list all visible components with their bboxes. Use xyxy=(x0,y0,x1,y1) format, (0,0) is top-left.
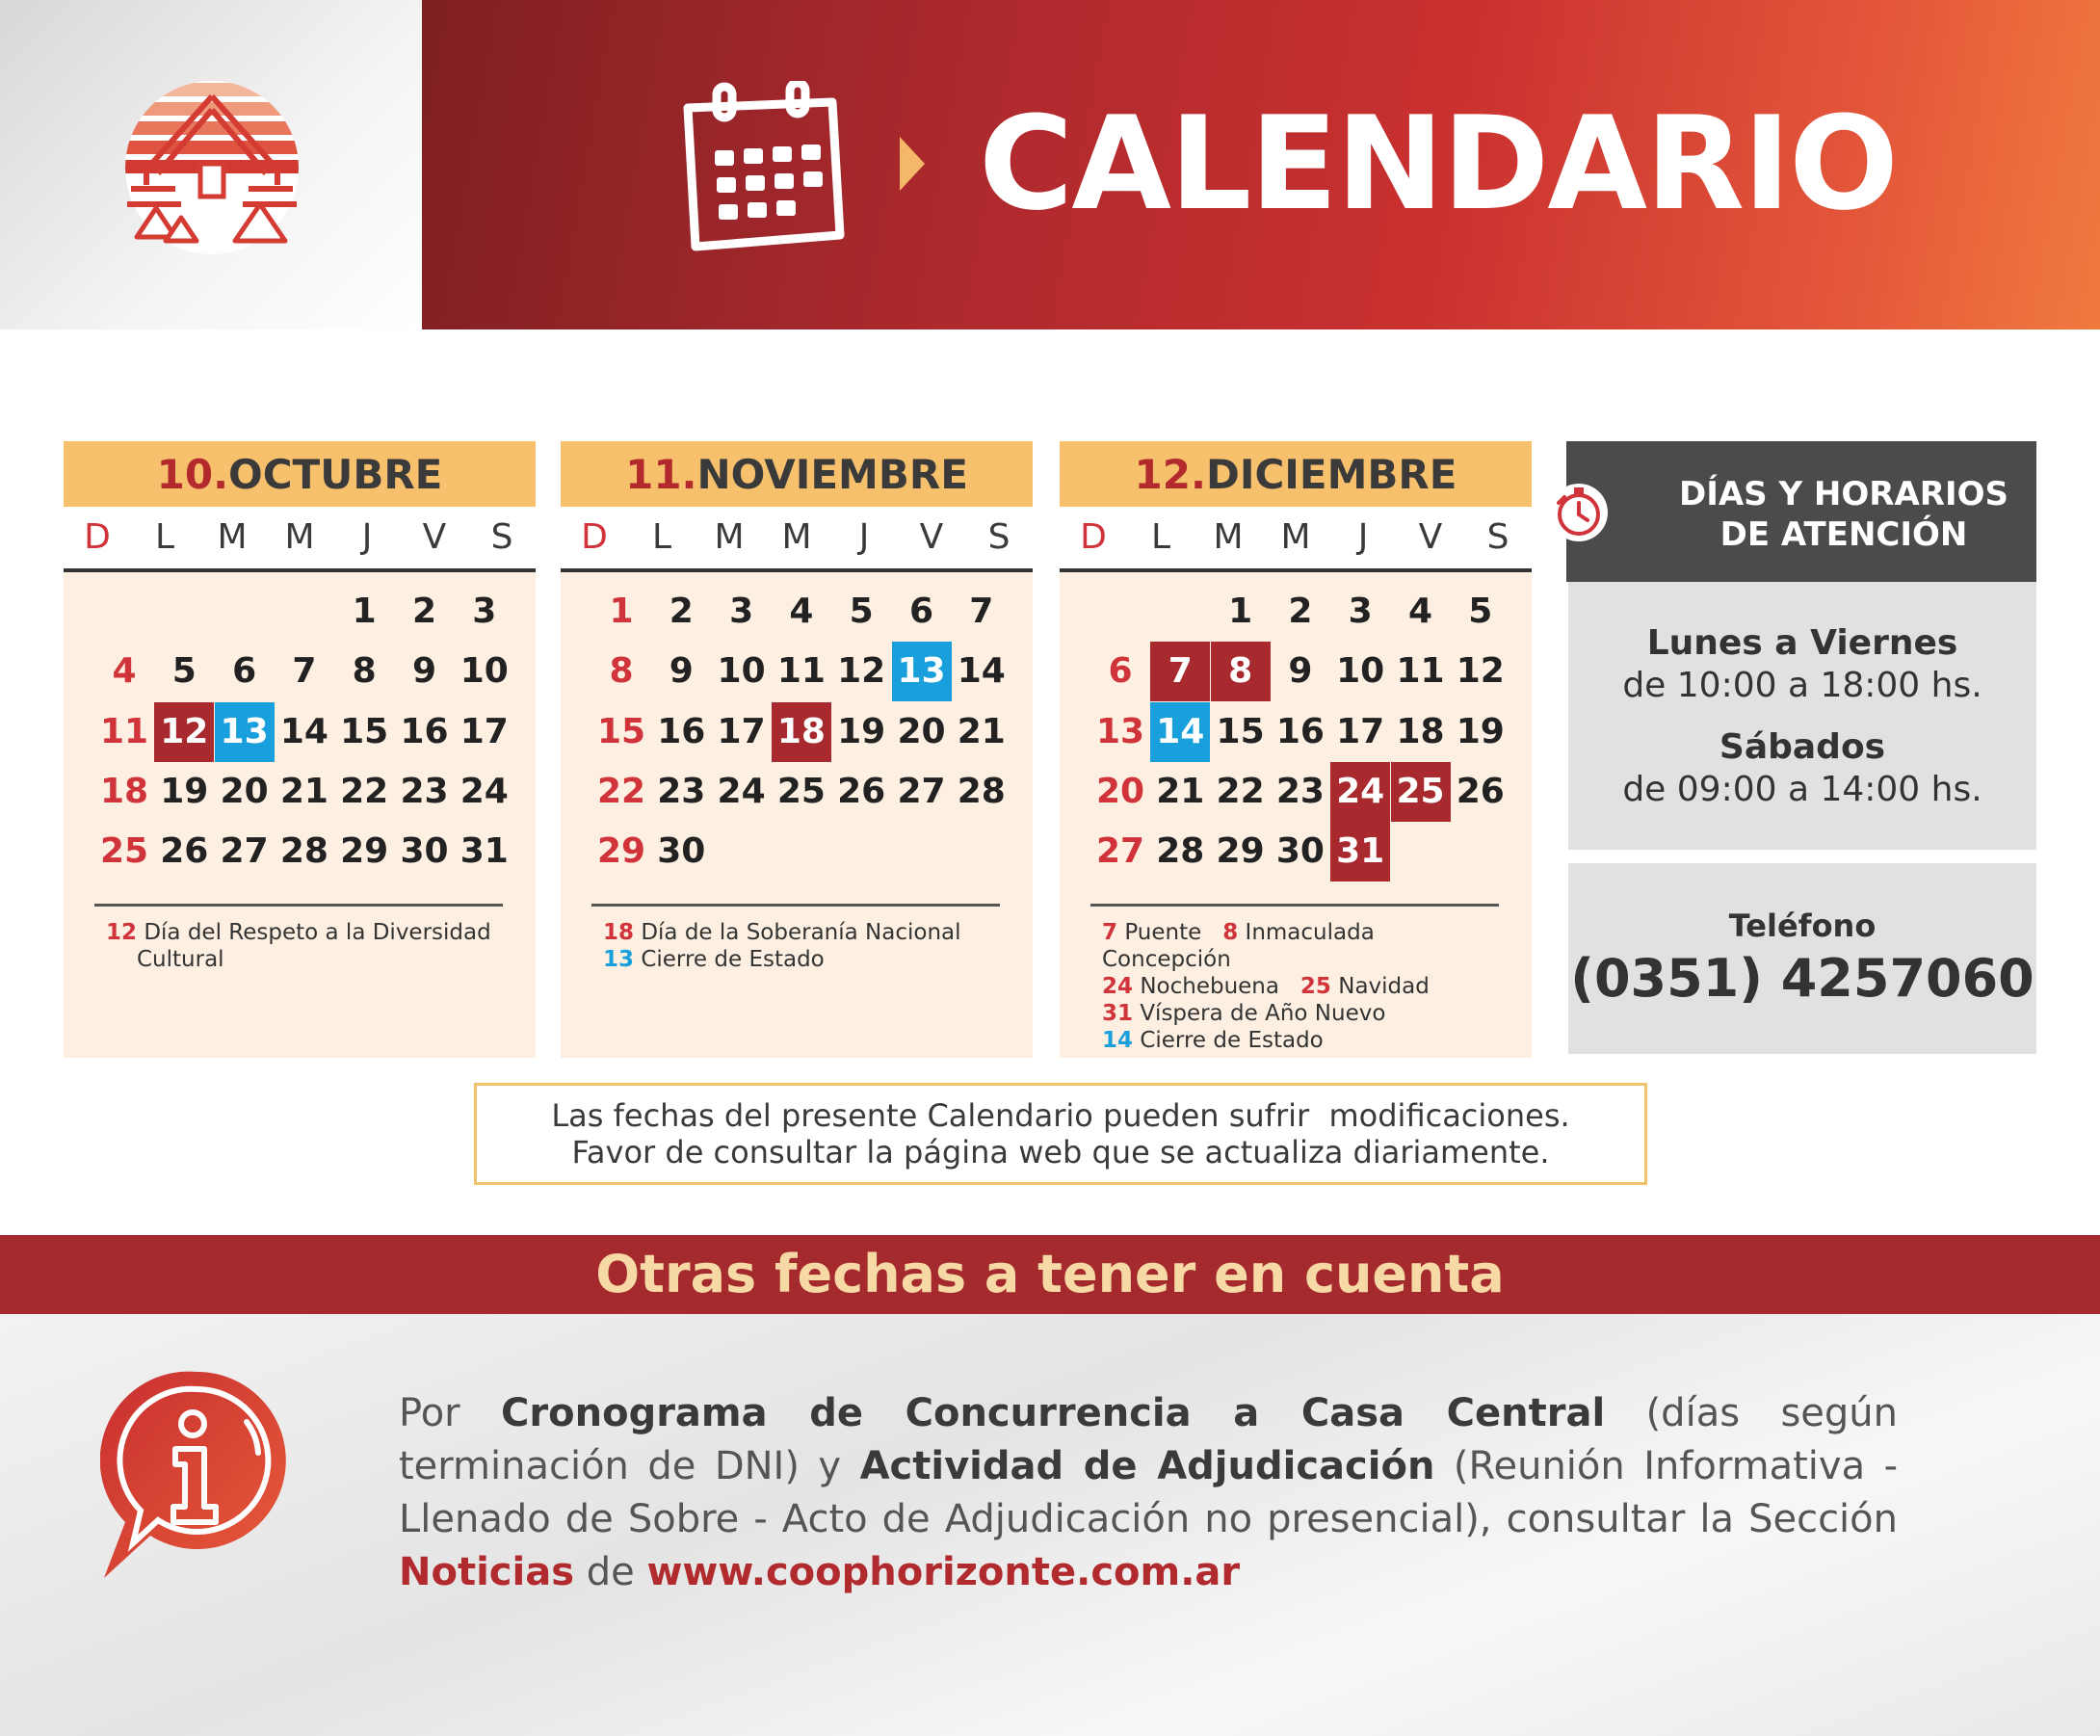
holiday-note: 14 Cierre de Estado xyxy=(1102,1028,1324,1053)
day-cell: 14 xyxy=(957,651,1006,692)
weekday-header xyxy=(1060,507,1532,568)
day-cell: 25 xyxy=(1391,762,1451,822)
day-cell: 12 xyxy=(1456,651,1505,692)
month-title xyxy=(1060,441,1532,507)
weekday-label: D xyxy=(1080,517,1107,557)
noticias-link[interactable]: Noticias xyxy=(399,1550,575,1594)
day-cell: 28 xyxy=(279,831,328,872)
notes-divider xyxy=(591,904,1000,907)
day-cell: 26 xyxy=(837,771,886,811)
day-cell: 27 xyxy=(897,771,946,811)
weekdays-time: de 10:00 a 18:00 hs. xyxy=(1622,666,1982,705)
month-title xyxy=(64,441,536,507)
day-cell: 22 xyxy=(1216,771,1265,811)
holiday-notes xyxy=(603,919,1008,973)
day-cell: 3 xyxy=(1348,592,1373,631)
holiday-note: 7 Puente 8 Inmaculada Concepción xyxy=(1102,920,1375,972)
saturday-label: Sábados xyxy=(1719,727,1886,767)
day-cell: 7 xyxy=(1150,642,1210,701)
day-cell: 3 xyxy=(472,592,497,631)
day-cell: 18 xyxy=(99,771,149,811)
day-cell: 20 xyxy=(897,711,946,751)
chevron-right-icon xyxy=(898,135,927,193)
day-cell: 24 xyxy=(459,771,509,811)
info-icon xyxy=(100,1364,293,1588)
day-cell: 21 xyxy=(1156,771,1205,811)
day-cell: 15 xyxy=(1216,711,1265,751)
weekday-label: M xyxy=(217,517,248,557)
text-part: de xyxy=(574,1550,647,1594)
weekdays-label: Lunes a Viernes xyxy=(1646,623,1958,663)
weekday-label: M xyxy=(284,517,315,557)
weekday-label: M xyxy=(1213,517,1244,557)
text-bold: Actividad de Adjudicación xyxy=(859,1444,1435,1488)
day-cell: 13 xyxy=(1095,711,1145,751)
day-cell: 17 xyxy=(459,711,509,751)
day-cell: 10 xyxy=(1336,651,1385,692)
day-cell: 24 xyxy=(1330,762,1390,822)
hours-title-line2: DE ATENCIÓN xyxy=(1719,515,1968,554)
day-cell: 17 xyxy=(717,711,766,751)
day-cell: 16 xyxy=(400,711,449,751)
day-cell: 31 xyxy=(459,831,509,872)
hours-header xyxy=(1566,441,2036,582)
day-cell: 17 xyxy=(1336,711,1385,751)
weekday-label: J xyxy=(858,517,870,557)
weekday-label: D xyxy=(581,517,608,557)
month-days xyxy=(561,572,1033,1058)
holiday-note-continued: Cultural xyxy=(137,947,224,972)
day-cell: 26 xyxy=(160,831,209,872)
day-cell: 22 xyxy=(596,771,646,811)
calendar-december xyxy=(1060,441,1532,1058)
day-cell: 16 xyxy=(1275,711,1325,751)
calendar-october xyxy=(64,441,536,1058)
day-cell: 8 xyxy=(609,651,634,692)
day-cell: 15 xyxy=(340,711,389,751)
weekday-label: L xyxy=(651,517,672,557)
weekday-label: M xyxy=(781,517,812,557)
day-cell: 6 xyxy=(232,651,257,692)
weekday-label: S xyxy=(490,517,513,557)
day-cell: 27 xyxy=(220,831,269,872)
weekday-label: L xyxy=(154,517,175,557)
day-cell: 9 xyxy=(411,651,437,692)
weekday-label: V xyxy=(422,517,447,557)
day-cell: 25 xyxy=(776,771,826,811)
weekday-label: D xyxy=(84,517,111,557)
day-cell: 27 xyxy=(1095,831,1145,872)
day-cell: 16 xyxy=(657,711,706,751)
day-cell: 18 xyxy=(772,702,831,762)
other-dates-text xyxy=(399,1387,1898,1599)
weekday-label: J xyxy=(1357,517,1369,557)
calendar-icon xyxy=(674,81,848,254)
hours-body xyxy=(1568,582,2036,850)
month-name: OCTUBRE xyxy=(228,451,443,498)
phone-box xyxy=(1568,863,2036,1054)
day-cell: 5 xyxy=(849,592,874,631)
day-cell: 8 xyxy=(352,651,377,692)
weekday-label: S xyxy=(1486,517,1509,557)
notice-line1: Las fechas del presente Calendario pueden sufrir modificaciones. xyxy=(551,1097,1570,1134)
hours-title-line1: DÍAS Y HORARIOS xyxy=(1678,475,2009,513)
weekday-label: L xyxy=(1150,517,1171,557)
weekday-label: M xyxy=(1280,517,1311,557)
day-cell: 1 xyxy=(352,592,377,631)
day-cell: 22 xyxy=(340,771,389,811)
month-days xyxy=(1060,572,1532,1058)
day-cell: 19 xyxy=(1456,711,1505,751)
day-cell: 28 xyxy=(1156,831,1205,872)
day-cell: 9 xyxy=(1288,651,1313,692)
day-cell: 11 xyxy=(1396,651,1445,692)
day-cell: 11 xyxy=(99,711,149,751)
day-cell: 24 xyxy=(717,771,766,811)
day-cell: 29 xyxy=(1216,831,1265,872)
text-bold: Cronograma de Concurrencia a Casa Central xyxy=(501,1391,1606,1435)
stopwatch-icon xyxy=(1545,476,1613,543)
phone-label: Teléfono xyxy=(1728,907,1877,944)
notice-line2: Favor de consultar la página web que se actualiza diariamente. xyxy=(571,1134,1550,1170)
day-cell: 23 xyxy=(400,771,449,811)
weekday-header xyxy=(64,507,536,568)
day-cell: 15 xyxy=(596,711,646,751)
weekday-label: V xyxy=(919,517,944,557)
text-part: Por xyxy=(399,1391,502,1435)
holiday-notes xyxy=(1102,919,1507,1054)
day-cell: 30 xyxy=(400,831,449,872)
day-cell: 11 xyxy=(776,651,826,692)
day-cell: 13 xyxy=(215,702,275,762)
day-cell: 4 xyxy=(1407,592,1433,631)
month-number: 10. xyxy=(156,451,229,498)
weekday-label: M xyxy=(714,517,745,557)
month-name: DICIEMBRE xyxy=(1205,451,1457,498)
month-number: 11. xyxy=(625,451,697,498)
day-cell: 6 xyxy=(908,592,934,631)
day-cell: 1 xyxy=(1228,592,1253,631)
weekday-label: J xyxy=(361,517,373,557)
notes-divider xyxy=(94,904,503,907)
day-cell: 19 xyxy=(837,711,886,751)
month-number: 12. xyxy=(1134,451,1206,498)
day-cell: 30 xyxy=(657,831,706,872)
day-cell: 12 xyxy=(154,702,214,762)
day-cell: 12 xyxy=(837,651,886,692)
day-cell: 10 xyxy=(717,651,766,692)
day-cell: 4 xyxy=(112,651,137,692)
day-cell: 6 xyxy=(1108,651,1133,692)
weekday-label: S xyxy=(987,517,1011,557)
day-cell: 23 xyxy=(1275,771,1325,811)
cooperative-logo xyxy=(118,81,306,254)
day-cell: 14 xyxy=(1150,702,1210,762)
day-cell: 2 xyxy=(411,592,437,631)
month-days xyxy=(64,572,536,1058)
day-cell: 26 xyxy=(1456,771,1505,811)
page-title: CALENDARIO xyxy=(979,89,1898,239)
text-part: (días según terminación de DNI) y xyxy=(399,1391,1899,1488)
day-cell: 23 xyxy=(657,771,706,811)
text-part: (Reunión Informativa - Llenado de Sobre - Acto de Adjudicación no presencial), consultar la Sección xyxy=(399,1444,1898,1541)
weekday-header xyxy=(561,507,1033,568)
month-name: NOVIEMBRE xyxy=(696,451,968,498)
website-link[interactable]: www.coophorizonte.com.ar xyxy=(646,1550,1241,1594)
day-cell: 4 xyxy=(789,592,814,631)
day-cell: 2 xyxy=(669,592,694,631)
day-cell: 21 xyxy=(279,771,328,811)
other-dates-title: Otras fechas a tener en cuenta xyxy=(0,1235,2100,1314)
modification-notice xyxy=(474,1083,1647,1185)
phone-number: (0351) 4257060 xyxy=(1570,948,2034,1009)
day-cell: 28 xyxy=(957,771,1006,811)
saturday-time: de 09:00 a 14:00 hs. xyxy=(1622,770,1982,809)
day-cell: 10 xyxy=(459,651,509,692)
notes-divider xyxy=(1090,904,1499,907)
day-cell: 31 xyxy=(1330,822,1390,881)
day-cell: 7 xyxy=(292,651,317,692)
holiday-note: 24 Nochebuena 25 Navidad xyxy=(1102,974,1430,999)
holiday-notes xyxy=(106,919,511,973)
holiday-note: 18 Día de la Soberanía Nacional xyxy=(603,920,961,945)
day-cell: 19 xyxy=(160,771,209,811)
day-cell: 25 xyxy=(99,831,149,872)
day-cell: 3 xyxy=(729,592,754,631)
day-cell: 14 xyxy=(279,711,328,751)
day-cell: 29 xyxy=(596,831,646,872)
holiday-note: 12 Día del Respeto a la Diversidad xyxy=(106,920,491,945)
day-cell: 20 xyxy=(1095,771,1145,811)
holiday-note: 13 Cierre de Estado xyxy=(603,947,825,972)
day-cell: 30 xyxy=(1275,831,1325,872)
day-cell: 9 xyxy=(669,651,694,692)
calendar-november xyxy=(561,441,1033,1058)
holiday-note: 31 Víspera de Año Nuevo xyxy=(1102,1001,1386,1026)
day-cell: 13 xyxy=(892,642,952,701)
day-cell: 7 xyxy=(969,592,994,631)
day-cell: 2 xyxy=(1288,592,1313,631)
day-cell: 1 xyxy=(609,592,634,631)
day-cell: 5 xyxy=(1468,592,1493,631)
day-cell: 18 xyxy=(1396,711,1445,751)
day-cell: 8 xyxy=(1211,642,1271,701)
day-cell: 21 xyxy=(957,711,1006,751)
month-title xyxy=(561,441,1033,507)
weekday-label: V xyxy=(1418,517,1443,557)
day-cell: 20 xyxy=(220,771,269,811)
day-cell: 29 xyxy=(340,831,389,872)
day-cell: 5 xyxy=(171,651,197,692)
